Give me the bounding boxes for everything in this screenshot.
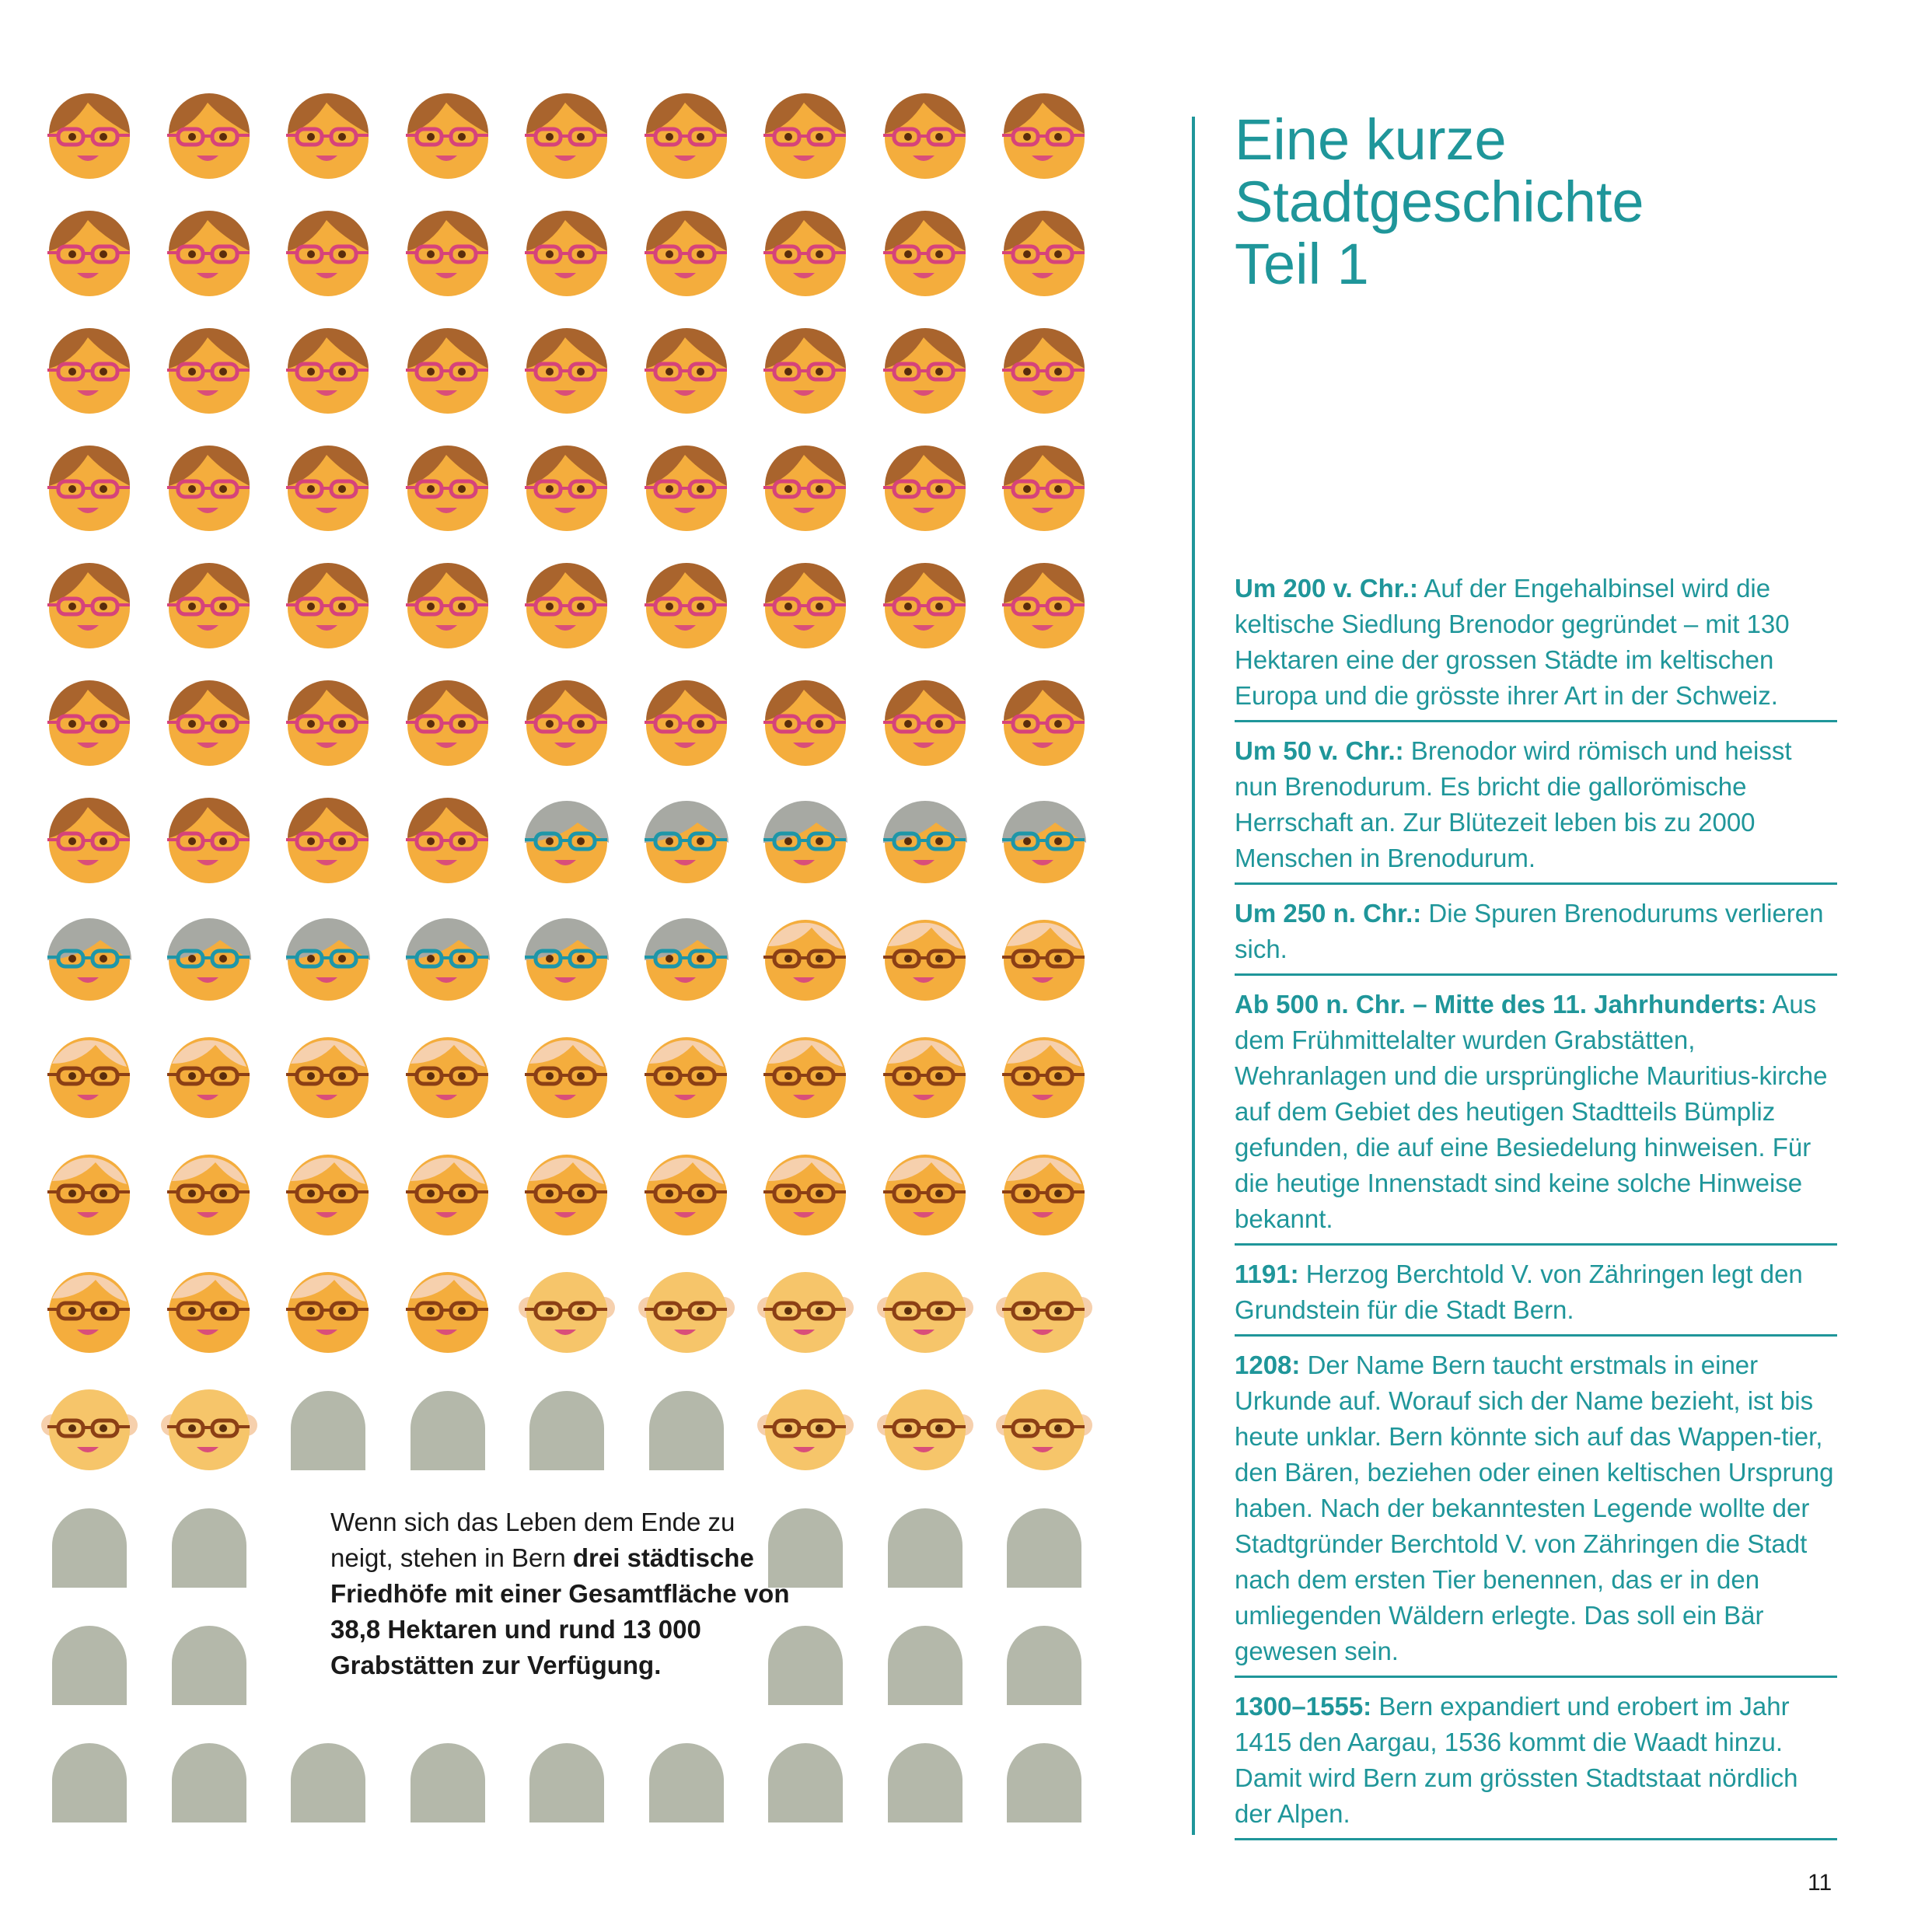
older-face-icon xyxy=(280,1145,376,1242)
young-face-icon xyxy=(161,441,257,537)
young-face-icon xyxy=(161,323,257,420)
timeline-date: 1300–1555: xyxy=(1235,1692,1372,1721)
timeline-entry xyxy=(1235,987,1837,1246)
young-face-icon xyxy=(400,441,496,537)
young-face-icon xyxy=(519,441,615,537)
young-face-icon xyxy=(996,676,1092,772)
timeline-text: Brenodor wird römisch und heisst nun Brenodurum. Es bricht die gallorömische Herrschaft an. Zur Blütezeit leben bis zu 2000 Menschen in Brenodurum. xyxy=(1235,736,1792,872)
young-face-icon xyxy=(161,558,257,655)
grey-haired-face-icon xyxy=(519,910,615,1007)
young-face-icon xyxy=(638,441,735,537)
older-face-icon xyxy=(41,1145,138,1242)
gravestone-icon xyxy=(877,1615,973,1711)
gravestone-icon xyxy=(519,1732,615,1829)
title-line-2: Stadtgeschichte xyxy=(1235,169,1644,234)
older-face-icon xyxy=(757,910,854,1007)
grey-haired-face-icon xyxy=(638,793,735,889)
gravestone-icon xyxy=(996,1615,1092,1711)
title-line-1: Eine kurze xyxy=(1235,107,1507,172)
young-face-icon xyxy=(757,323,854,420)
timeline-text: Der Name Bern taucht erstmals in einer Urkunde auf. Worauf sich der Name bezieht, ist bis heute unklar. Bern könnte sich auf das Wappen-tier, den Bären, beziehen oder einen keltischen Ursprung haben. Nach der bekanntesten Legende wollte der Stadtgründer Berchtold V. von Zähringen die Stadt nach dem ersten Tier benennen, das er in den umliegenden Wäldern erlegte. Das soll ein Bär gewesen sein. xyxy=(1235,1351,1834,1665)
young-face-icon xyxy=(877,89,973,185)
gravestone-icon xyxy=(280,1732,376,1829)
bald-elder-face-icon xyxy=(638,1263,735,1359)
gravestone-icon xyxy=(519,1380,615,1476)
older-face-icon xyxy=(996,1028,1092,1124)
young-face-icon xyxy=(638,558,735,655)
young-face-icon xyxy=(757,89,854,185)
timeline-entry xyxy=(1235,1347,1837,1678)
young-face-icon xyxy=(161,676,257,772)
timeline xyxy=(1235,571,1837,1851)
older-face-icon xyxy=(519,1028,615,1124)
young-face-icon xyxy=(996,89,1092,185)
caption-bold: drei städtische Friedhöfe mit einer Gesamtfläche von 38,8 Hektaren und rund 13 000 Grabstätten zur Verfügung. xyxy=(330,1543,790,1679)
young-face-icon xyxy=(757,441,854,537)
gravestone-icon xyxy=(41,1497,138,1594)
column-divider xyxy=(1192,117,1195,1835)
timeline-entry xyxy=(1235,896,1837,976)
young-face-icon xyxy=(161,206,257,302)
gravestone-icon xyxy=(638,1732,735,1829)
young-face-icon xyxy=(280,206,376,302)
timeline-entry xyxy=(1235,571,1837,722)
young-face-icon xyxy=(519,206,615,302)
gravestone-icon xyxy=(41,1615,138,1711)
bald-elder-face-icon xyxy=(519,1263,615,1359)
young-face-icon xyxy=(161,89,257,185)
older-face-icon xyxy=(996,1145,1092,1242)
gravestone-icon xyxy=(877,1497,973,1594)
timeline-text: Die Spuren Brenodurums verlieren sich. xyxy=(1235,899,1824,963)
older-face-icon xyxy=(41,1028,138,1124)
bald-elder-face-icon xyxy=(757,1380,854,1476)
young-face-icon xyxy=(280,558,376,655)
timeline-date: Ab 500 n. Chr. – Mitte des 11. Jahrhunderts: xyxy=(1235,990,1767,1019)
young-face-icon xyxy=(41,441,138,537)
timeline-entry xyxy=(1235,1256,1837,1337)
older-face-icon xyxy=(757,1028,854,1124)
timeline-date: Um 200 v. Chr.: xyxy=(1235,574,1418,603)
young-face-icon xyxy=(41,89,138,185)
grey-haired-face-icon xyxy=(996,793,1092,889)
young-face-icon xyxy=(400,676,496,772)
bald-elder-face-icon xyxy=(877,1380,973,1476)
older-face-icon xyxy=(877,910,973,1007)
young-face-icon xyxy=(400,323,496,420)
timeline-date: Um 50 v. Chr.: xyxy=(1235,736,1404,765)
young-face-icon xyxy=(757,206,854,302)
timeline-date: Um 250 n. Chr.: xyxy=(1235,899,1422,928)
gravestone-icon xyxy=(757,1732,854,1829)
timeline-entry xyxy=(1235,733,1837,885)
timeline-text: Aus dem Frühmittelalter wurden Grabstätten, Wehranlagen und die ursprüngliche Mauritius-kirche auf dem Gebiet des heutigen Stadtteils Bümpliz gefunden, die auf eine Besiedelung hinweisen. Für die heutige Innenstadt sind keine solche Hinweise bekannt. xyxy=(1235,990,1828,1233)
older-face-icon xyxy=(161,1263,257,1359)
older-face-icon xyxy=(161,1145,257,1242)
grey-haired-face-icon xyxy=(400,910,496,1007)
young-face-icon xyxy=(519,676,615,772)
grey-haired-face-icon xyxy=(161,910,257,1007)
page-number: 11 xyxy=(1808,1870,1832,1896)
young-face-icon xyxy=(400,793,496,889)
young-face-icon xyxy=(400,206,496,302)
young-face-icon xyxy=(41,206,138,302)
bald-elder-face-icon xyxy=(41,1380,138,1476)
older-face-icon xyxy=(400,1028,496,1124)
timeline-text: Bern expandiert und erobert im Jahr 1415 den Aargau, 1536 kommt die Waadt hinzu. Damit wird Bern zum grössten Stadtstaat nördlich der Alpen. xyxy=(1235,1692,1798,1828)
young-face-icon xyxy=(41,323,138,420)
bald-elder-face-icon xyxy=(996,1380,1092,1476)
older-face-icon xyxy=(638,1028,735,1124)
young-face-icon xyxy=(638,89,735,185)
older-face-icon xyxy=(280,1028,376,1124)
young-face-icon xyxy=(41,676,138,772)
older-face-icon xyxy=(996,910,1092,1007)
gravestone-icon xyxy=(161,1497,257,1594)
young-face-icon xyxy=(996,206,1092,302)
young-face-icon xyxy=(519,558,615,655)
young-face-icon xyxy=(638,206,735,302)
young-face-icon xyxy=(400,558,496,655)
young-face-icon xyxy=(638,323,735,420)
young-face-icon xyxy=(519,89,615,185)
gravestone-icon xyxy=(996,1497,1092,1594)
timeline-text: Herzog Berchtold V. von Zähringen legt den Grundstein für die Stadt Bern. xyxy=(1235,1260,1803,1324)
grey-haired-face-icon xyxy=(519,793,615,889)
young-face-icon xyxy=(638,676,735,772)
young-face-icon xyxy=(280,441,376,537)
young-face-icon xyxy=(996,323,1092,420)
young-face-icon xyxy=(877,206,973,302)
older-face-icon xyxy=(757,1145,854,1242)
bald-elder-face-icon xyxy=(877,1263,973,1359)
gravestone-icon xyxy=(996,1732,1092,1829)
title-line-3: Teil 1 xyxy=(1235,232,1369,296)
gravestone-icon xyxy=(400,1732,496,1829)
bald-elder-face-icon xyxy=(161,1380,257,1476)
young-face-icon xyxy=(757,676,854,772)
older-face-icon xyxy=(638,1145,735,1242)
gravestone-icon xyxy=(638,1380,735,1476)
older-face-icon xyxy=(519,1145,615,1242)
gravestone-icon xyxy=(280,1380,376,1476)
timeline-date: 1208: xyxy=(1235,1351,1301,1379)
gravestone-icon xyxy=(877,1732,973,1829)
older-face-icon xyxy=(41,1263,138,1359)
young-face-icon xyxy=(877,676,973,772)
grey-haired-face-icon xyxy=(757,793,854,889)
young-face-icon xyxy=(280,676,376,772)
grey-haired-face-icon xyxy=(280,910,376,1007)
gravestone-icon xyxy=(400,1380,496,1476)
young-face-icon xyxy=(280,793,376,889)
young-face-icon xyxy=(519,323,615,420)
timeline-text: Auf der Engehalbinsel wird die keltische Siedlung Brenodor gegründet – mit 130 Hektaren eine der grossen Städte im keltischen Europa und die grösste ihrer Art in der Schweiz. xyxy=(1235,574,1790,710)
gravestone-icon xyxy=(41,1732,138,1829)
gravestone-icon xyxy=(161,1615,257,1711)
young-face-icon xyxy=(41,558,138,655)
older-face-icon xyxy=(161,1028,257,1124)
young-face-icon xyxy=(400,89,496,185)
timeline-date: 1191: xyxy=(1235,1260,1299,1288)
young-face-icon xyxy=(877,323,973,420)
gravestone-icon xyxy=(161,1732,257,1829)
grey-haired-face-icon xyxy=(41,910,138,1007)
grey-haired-face-icon xyxy=(638,910,735,1007)
older-face-icon xyxy=(877,1145,973,1242)
young-face-icon xyxy=(996,441,1092,537)
young-face-icon xyxy=(877,558,973,655)
timeline-entry xyxy=(1235,1689,1837,1840)
cemetery-caption xyxy=(330,1504,797,1683)
young-face-icon xyxy=(996,558,1092,655)
bald-elder-face-icon xyxy=(996,1263,1092,1359)
young-face-icon xyxy=(757,558,854,655)
page-title xyxy=(1235,109,1857,295)
young-face-icon xyxy=(161,793,257,889)
young-face-icon xyxy=(280,89,376,185)
older-face-icon xyxy=(280,1263,376,1359)
bald-elder-face-icon xyxy=(757,1263,854,1359)
caption-plain: Wenn sich das Leben dem Ende zu neigt, stehen in Bern xyxy=(330,1508,735,1572)
young-face-icon xyxy=(41,793,138,889)
older-face-icon xyxy=(877,1028,973,1124)
older-face-icon xyxy=(400,1145,496,1242)
grey-haired-face-icon xyxy=(877,793,973,889)
older-face-icon xyxy=(400,1263,496,1359)
young-face-icon xyxy=(280,323,376,420)
young-face-icon xyxy=(877,441,973,537)
